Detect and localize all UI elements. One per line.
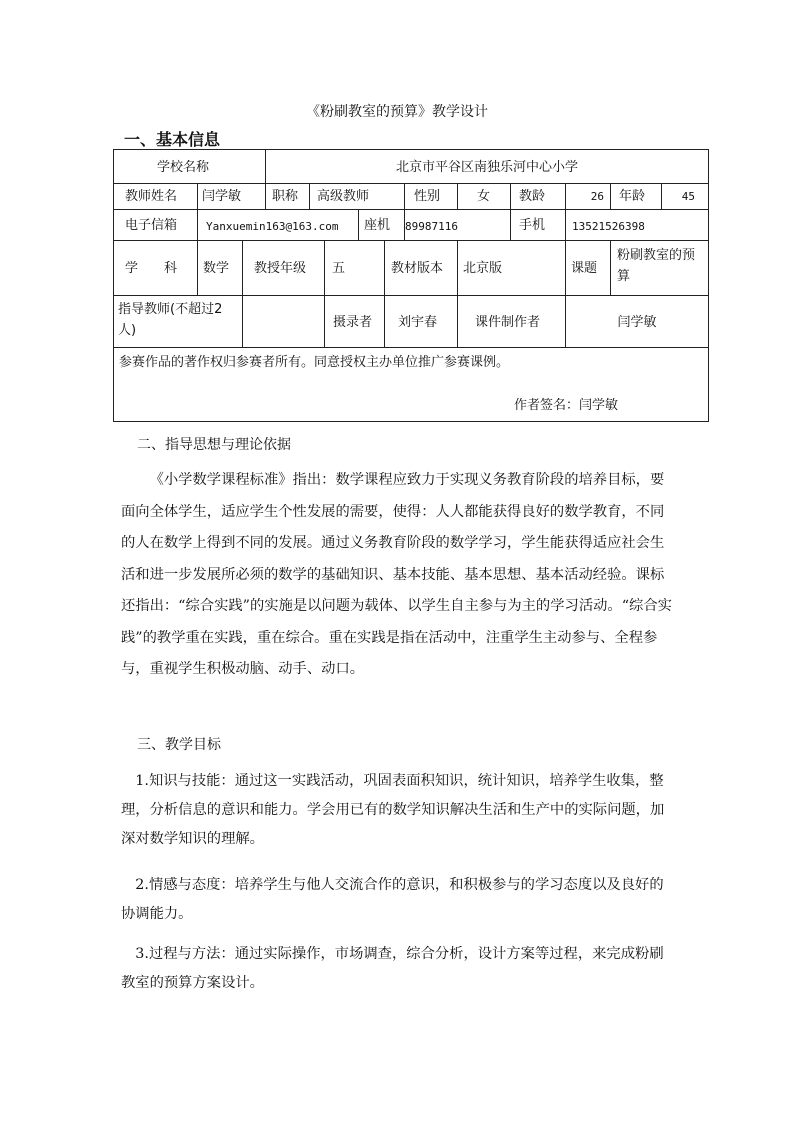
- grade-label: 教授年级: [254, 261, 307, 276]
- topic-label: 课题: [571, 261, 598, 276]
- maker-label: 课件制作者: [475, 315, 541, 330]
- subject-label: 学 科: [125, 261, 178, 276]
- teacher-label: 教师姓名: [125, 189, 178, 204]
- title-label: 职称: [272, 189, 299, 204]
- teach-age-label: 教龄: [519, 189, 546, 204]
- goal-text: 1.知识与技能：通过这一实践活动，巩固表面积知识，统计知识，培养学生收集，整理，分析信息的意识和能力。学会用已有的数学知识解决生活和生产中的实际问题，加深对数学知识的理解。: [121, 773, 665, 847]
- subject-value: 数学: [203, 261, 230, 276]
- school-label: 学校名称: [157, 160, 210, 175]
- guidance-paragraph: [121, 465, 673, 686]
- age-value: 45: [681, 190, 695, 203]
- copyright-statement: 参赛作品的著作权归参赛者所有。同意授权主办单位推广参赛课例。: [119, 355, 510, 370]
- document-title: 《粉刷教室的预算》教学设计: [306, 104, 488, 120]
- mobile-value: 13521526398: [572, 220, 645, 233]
- gender-label: 性别: [414, 189, 441, 204]
- school-value: 北京市平谷区南独乐河中心小学: [395, 160, 578, 175]
- edition-label: 教材版本: [391, 261, 444, 276]
- recorder-value: 刘宇春: [398, 315, 438, 330]
- grade-value: 五: [332, 261, 346, 276]
- teacher-value: 闫学敏: [202, 189, 242, 204]
- topic-value: 粉刷教室的预算: [617, 248, 696, 284]
- phone-label: 座机: [364, 218, 391, 233]
- email-label: 电子信箱: [125, 218, 178, 233]
- section-goals-heading: 三、教学目标: [137, 737, 221, 753]
- mobile-label: 手机: [519, 218, 546, 233]
- goal-knowledge: [121, 767, 673, 854]
- guidance-text: 《小学数学课程标准》指出：数学课程应致力于实现义务教育阶段的培养目标，要面向全体学生，适应学生个性发展的需要，使得：人人都能获得良好的数学教育，不同的人在数学上得到不同的发展。通过义务教育阶段的数学学习，学生能获得适应社会生活和进一步发展所必须的数学的基础知识、基本技能、基本思想、基本活动经验。课标还指出：“综合实践”的实施是以问题为载体、以学生自主参与为主的学习活动。“综合实践”的教学重在实践，重在综合。重在实践是指在活动中，注重学生主动参与、全程参与，重视学生积极动脑、动手、动口。: [121, 472, 672, 677]
- goal-process: [121, 940, 673, 998]
- title-value: 高级教师: [317, 189, 370, 204]
- recorder-label: 摄录者: [333, 315, 373, 330]
- goal-emotion: [121, 871, 673, 929]
- section-basic-info-heading: 一、基本信息: [124, 130, 221, 149]
- goal-text: 3.过程与方法：通过实际操作，市场调查，综合分析，设计方案等过程，来完成粉刷教室的预算方案设计。: [121, 946, 664, 991]
- section-guidance-heading: 二、指导思想与理论依据: [137, 437, 291, 453]
- gender-value: 女: [476, 189, 490, 204]
- edition-value: 北京版: [463, 261, 503, 276]
- email-value: Yanxuemin163@163.com: [206, 220, 339, 233]
- mentor-label: 指导教师(不超过2人): [118, 302, 223, 338]
- author-signature: 作者签名：闫学敏: [514, 398, 619, 413]
- goal-text: 2.情感与态度：培养学生与他人交流合作的意识，和积极参与的学习态度以及良好的协调能力。: [121, 877, 664, 922]
- phone-value: 89987116: [405, 220, 458, 233]
- maker-value: 闫学敏: [617, 315, 657, 330]
- teach-age-value: 26: [590, 190, 604, 203]
- age-label: 年龄: [619, 189, 646, 204]
